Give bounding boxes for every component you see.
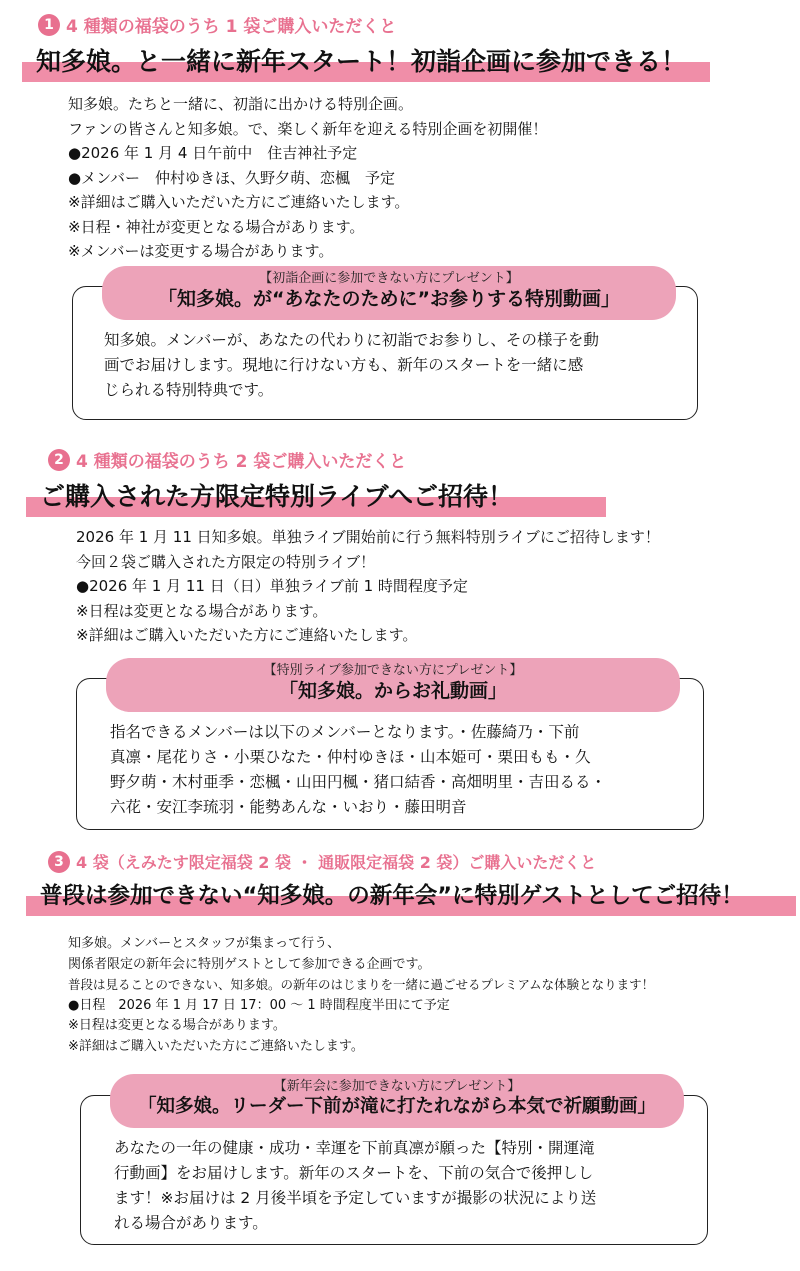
- body-line: 2026 年 1 月 11 日知多娘。単独ライブ開始前に行う無料特別ライブにご招待します！: [76, 528, 660, 546]
- subheading-text: 4 種類の福袋のうち 2 袋ご購入いただくと: [76, 452, 407, 472]
- headline-text: ご購入された方限定特別ライブへご招待！: [40, 482, 514, 511]
- subheading-text: 4 袋（えみたす限定福袋 2 袋 ・ 通販限定福袋 2 袋）ご購入いただくと: [76, 853, 597, 872]
- body-line: ●2026 年 1 月 11 日（日）単独ライブ前 1 時間程度予定: [76, 577, 468, 595]
- body-line: ※日程は変更となる場合があります。: [76, 601, 328, 620]
- body-line: 知多娘。たちと一緒に、初詣に出かける特別企画。: [68, 95, 414, 113]
- present-label: 【特別ライブ参加できない方にプレゼント】: [263, 663, 523, 678]
- section-3-body: [68, 934, 654, 1057]
- present-line: 野夕萌・木村亜季・恋楓・山田円楓・猪口結香・高畑明里・吉田るる・: [110, 773, 607, 791]
- body-line: ※詳細はご購入いただいた方にご連絡いたします。: [68, 1038, 364, 1054]
- body-line: 普段は見ることのできない、知多娘。の新年のはじまりを一緒に過ごせるプレミアムな体験となります！: [68, 977, 655, 992]
- present-label: 【新年会に参加できない方にプレゼント】: [273, 1079, 521, 1094]
- body-line: 関係者限定の新年会に特別ゲストとして参加できる企画です。: [68, 956, 431, 972]
- present-pill-3: [110, 1074, 684, 1128]
- number-badge-3: 3: [48, 851, 70, 873]
- body-line: ●2026 年 1 月 4 日午前中 住吉神社予定: [68, 144, 358, 162]
- body-line: ※メンバーは変更する場合があります。: [68, 242, 334, 260]
- body-line: ※詳細はご購入いただいた方にご連絡いたします。: [68, 193, 410, 211]
- body-line: 知多娘。メンバーとスタッフが集まって行う、: [68, 936, 341, 951]
- present-line: 真凛・尾花りさ・小栗ひなた・仲村ゆきほ・山本姫可・栗田もも・久: [110, 748, 591, 766]
- present-line: 知多娘。メンバーが、あなたの代わりに初詣でお参りし、その様子を動: [104, 331, 599, 349]
- present-label: 【初詣企画に参加できない方にプレゼント】: [259, 271, 519, 286]
- present-line: 指名できるメンバーは以下のメンバーとなります。・佐藤綺乃・下前: [110, 723, 580, 741]
- body-line: 今回２袋ご購入された方限定の特別ライブ！: [76, 552, 376, 571]
- body-line: ※日程・神社が変更となる場合があります。: [68, 217, 365, 236]
- headline-text: 普段は参加できない“知多娘。の新年会”に特別ゲストとしてご招待！: [40, 883, 744, 909]
- present-line: れる場合があります。: [114, 1214, 268, 1232]
- present-text-3: [114, 1136, 596, 1236]
- present-title: 「知多娘。からお礼動画」: [278, 680, 507, 702]
- section-3-subheading: [48, 850, 596, 873]
- present-line: 六花・安江李琉羽・能勢あんな・いおり・藤田明音: [110, 798, 467, 816]
- number-badge-2: 2: [48, 449, 70, 471]
- present-line: あなたの一年の健康・成功・幸運を下前真凛が願った【特別・開運滝: [114, 1139, 595, 1157]
- section-3-headline: [26, 880, 796, 912]
- body-line: ※詳細はご購入いただいた方にご連絡いたします。: [76, 626, 418, 644]
- body-line: ファンの皆さんと知多娘。で、楽しく新年を迎える特別企画を初開催！: [68, 119, 548, 138]
- present-line: じられる特別特典です。: [104, 381, 274, 399]
- present-title: 「知多娘。リーダー下前が滝に打たれながら本気で祈願動画」: [137, 1096, 656, 1117]
- present-title: 「知多娘。が“あなたのために”お参りする特別動画」: [158, 288, 620, 310]
- subheading-text: 4 種類の福袋のうち 1 袋ご購入いただくと: [66, 17, 397, 37]
- body-line: ※日程は変更となる場合があります。: [68, 1018, 286, 1033]
- number-badge-1: 1: [38, 14, 60, 36]
- present-line: 画でお届けします。現地に行けない方も、新年のスタートを一緒に感: [104, 356, 584, 374]
- body-line: ●日程 2026 年 1 月 17 日 17：00 〜 1 時間程度半田にて予定: [68, 997, 450, 1013]
- present-line: 行動画】をお届けします。新年のスタートを、下前の気合で後押しし: [114, 1164, 594, 1182]
- present-line: ます！※お届けは 2 月後半頃を予定していますが撮影の状況により送: [114, 1189, 597, 1207]
- headline-text: 知多娘。と一緒に新年スタート！初詣企画に参加できる！: [36, 47, 687, 76]
- body-line: ●メンバー 仲村ゆきほ、久野夕萌、恋楓 予定: [68, 168, 396, 187]
